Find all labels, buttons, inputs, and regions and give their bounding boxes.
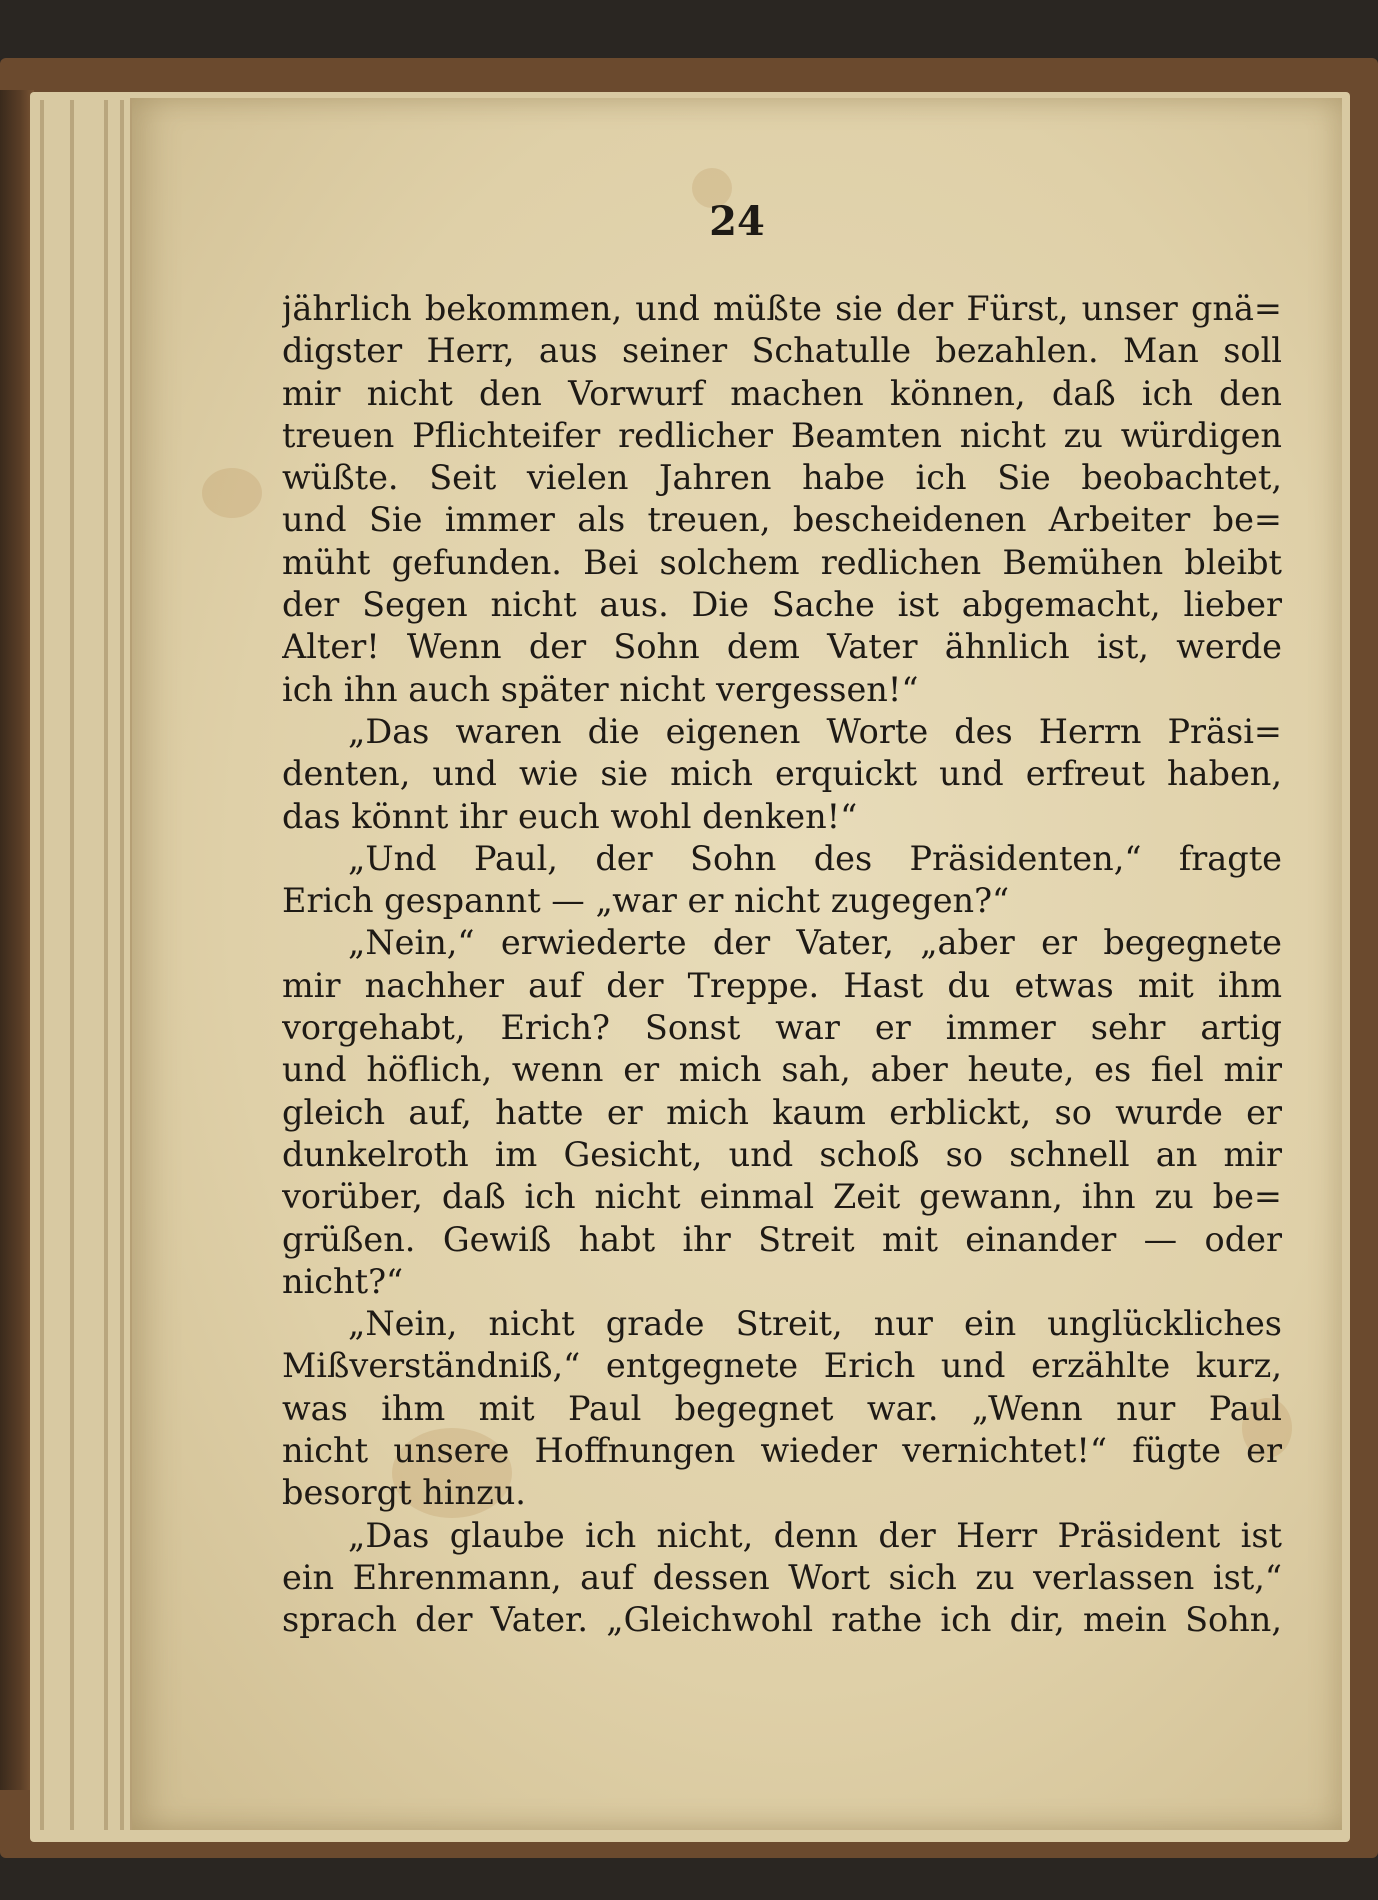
text-line: nicht unsere Hoffnungen wieder vernichtet!“ fügte er <box>282 1431 1282 1471</box>
text-line: mir nachher auf der Treppe. Hast du etwas mit ihm <box>282 965 1282 1005</box>
text-line: wüßte. Seit vielen Jahren habe ich Sie beobachtet, <box>282 458 1282 498</box>
text-line: mir nicht den Vorwurf machen können, daß ich den <box>282 373 1282 413</box>
page-edge <box>40 100 44 1830</box>
page-edge <box>70 100 74 1830</box>
paper-stain <box>202 468 262 518</box>
text-line: und höflich, wenn er mich sah, aber heute, es fiel mir <box>282 1050 1282 1090</box>
text-line: „Nein, nicht grade Streit, nur ein unglückliches <box>348 1304 1282 1344</box>
text-line: „Das waren die eigenen Worte des Herrn Präsi= <box>348 711 1282 751</box>
text-line: müht gefunden. Bei solchem redlichen Bemühen bleibt <box>282 542 1282 582</box>
text-line: treuen Pflichteifer redlicher Beamten nicht zu würdigen <box>282 415 1282 455</box>
text-line: gleich auf, hatte er mich kaum erblickt, so wurde er <box>282 1092 1282 1132</box>
text-line: der Segen nicht aus. Die Sache ist abgemacht, lieber <box>282 585 1282 625</box>
body-text <box>282 288 1282 1642</box>
text-line: das könnt ihr euch wohl denken!“ <box>282 796 858 836</box>
page-number: 24 <box>709 198 765 245</box>
page-edge <box>120 100 124 1830</box>
text-line: was ihm mit Paul begegnet war. „Wenn nur Paul <box>282 1388 1282 1428</box>
text-line: grüßen. Gewiß habt ihr Streit mit einander — oder <box>282 1219 1282 1259</box>
text-line: „Das glaube ich nicht, denn der Herr Präsident ist <box>348 1515 1282 1555</box>
text-line: Erich gespannt — „war er nicht zugegen?“ <box>282 881 1010 921</box>
text-line: ein Ehrenmann, auf dessen Wort sich zu verlassen ist,“ <box>282 1557 1282 1597</box>
text-line: ich ihn auch später nicht vergessen!“ <box>282 669 919 709</box>
text-line: jährlich bekommen, und müßte sie der Fürst, unser gnä= <box>282 289 1282 328</box>
text-line: und Sie immer als treuen, bescheidenen Arbeiter be= <box>282 500 1282 540</box>
text-line: dunkelroth im Gesicht, und schoß so schnell an mir <box>282 1134 1282 1174</box>
book-page <box>130 98 1342 1830</box>
page-edge <box>104 100 108 1830</box>
text-line: denten, und wie sie mich erquickt und erfreut haben, <box>282 754 1282 794</box>
text-line: besorgt hinzu. <box>282 1473 526 1513</box>
text-line: nicht?“ <box>282 1261 404 1301</box>
text-line: sprach der Vater. „Gleichwohl rathe ich dir, mein Sohn, <box>282 1600 1282 1640</box>
book-spine <box>0 90 34 1790</box>
text-line: „Nein,“ erwiederte der Vater, „aber er begegnete <box>348 923 1282 963</box>
text-line: digster Herr, aus seiner Schatulle bezahlen. Man soll <box>282 331 1282 371</box>
text-line: Alter! Wenn der Sohn dem Vater ähnlich ist, werde <box>282 627 1282 667</box>
text-line: vorgehabt, Erich? Sonst war er immer sehr artig <box>282 1008 1282 1048</box>
text-line: „Und Paul, der Sohn des Präsidenten,“ fragte <box>348 838 1282 878</box>
text-line: Mißverständniß,“ entgegnete Erich und erzählte kurz, <box>282 1346 1282 1386</box>
text-line: vorüber, daß ich nicht einmal Zeit gewann, ihn zu be= <box>282 1177 1282 1217</box>
